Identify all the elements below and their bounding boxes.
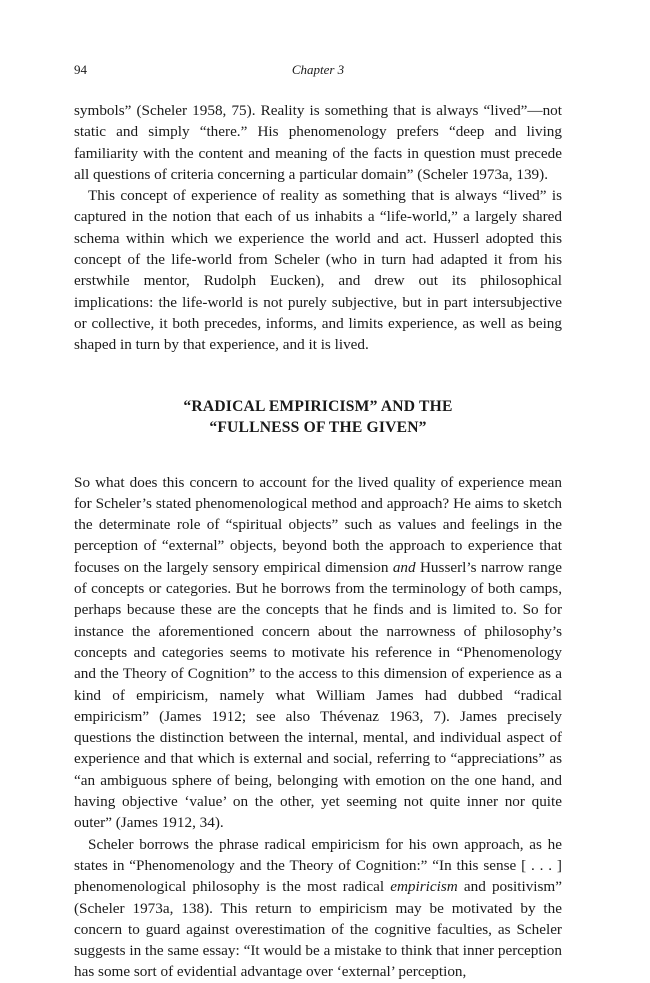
paragraph-2: This concept of experience of reality as something that is always “lived” is captured in the notion that each of us inhabits a “life-world,” a largely shared schema within which we experience the world and act. Husserl adopted this concept of the life-world from Scheler (who in turn had adapted it from his erstwhile mentor, Rudolph Eucken), and drew out its philosophical implications: the life-world is not purely subjective, but in part intersubjective or collective, it both precedes, informs, and limits experience, as well as being shaped in turn by that experience, and it is lived.: [74, 187, 562, 354]
book-page: [74, 62, 562, 983]
paragraph-4: [74, 834, 562, 983]
paragraph-3-text-a: So what does this concern to account for the lived quality of experience mean for Scheler’s stated phenomenological method and approach? He aims to sketch the determinate role of “spiritual objects” such as values and feelings in the perception of “external” objects, beyond both the approach to experience that focuses on the largely sensory empirical dimension: [74, 473, 562, 576]
page-number: 94: [74, 62, 87, 77]
section-heading-line-2: “FULLNESS OF THE GIVEN”: [209, 418, 427, 436]
chapter-label: Chapter 3: [291, 62, 345, 77]
paragraph-4-text-b: and positivism” (Scheler 1973a, 138). This return to empiricism may be motivated by the concern to guard against overestimation of the cognitive faculties, as Scheler suggests in the same essay: “It would be a mistake to think that inner perception has some sort of evidential advantage over ‘external’ perception,: [74, 878, 562, 981]
paragraph-4-text-a: Scheler borrows the phrase radical empiricism for his own approach, as he states in “Phenomenology and the Theory of Cognition:” “In this sense [ . . . ] phenomenological philosophy is the most radical: [74, 835, 562, 896]
running-head: [74, 62, 562, 84]
section-heading: [74, 396, 562, 438]
section-heading-line-1: “RADICAL EMPIRICISM” AND THE: [183, 397, 453, 415]
paragraph-1: symbols” (Scheler 1958, 75). Reality is something that is always “lived”—not static and simply “there.” His phenomenology prefers “deep and living familiarity with the content and meaning of the facts in question must precede all questions of criteria concerning a particular domain” (Scheler 1973a, 139).: [74, 102, 562, 183]
paragraph-3-emphasis: and: [392, 558, 416, 576]
paragraph-3-text-b: Husserl’s narrow range of concepts or categories. But he borrows from the terminology of both camps, perhaps because these are the concepts that he finds and is limited to. So for instance the aforementioned concern about the narrowness of philosophy’s concepts and categories seems to motivate his reference in “Phenomenology and the Theory of Cognition” to the access to this dimension of experience as a kind of empiricism, namely what William James had dubbed “radical empiricism” (James 1912; see also Thévenaz 1963, 7). James precisely questions the distinction between the internal, mental, and individual aspect of experience and that which is external and social, referring to “appreciations” as “an ambiguous sphere of being, belonging with emotion on the one hand, and having objective ‘value’ on the other, yet seeming not quite inner nor quite outer” (James 1912, 34).: [74, 558, 562, 832]
paragraph-4-emphasis: empiricism: [390, 878, 458, 896]
paragraph-3: [74, 472, 562, 834]
